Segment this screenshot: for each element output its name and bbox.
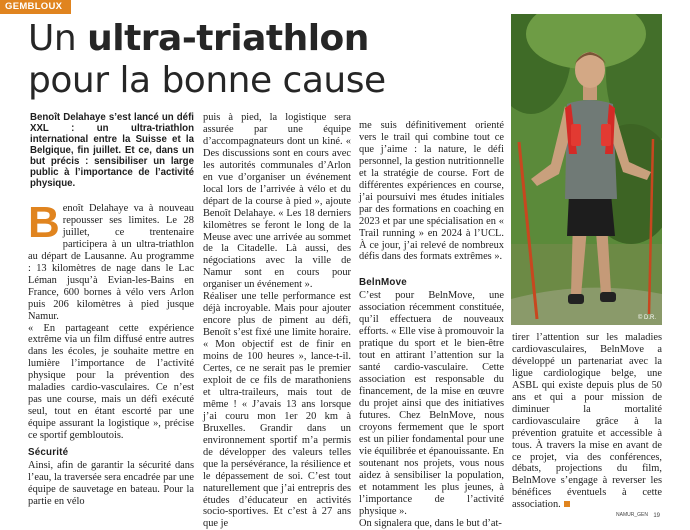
- page-number: 19: [653, 513, 660, 519]
- subheading-belnmove: BelnMove: [359, 277, 407, 289]
- article-column-2: [203, 112, 351, 530]
- paragraph: puis à pied, la logistique sera assurée par une équipe d’accompagnateurs dont un kiné. « Des discussions sont en cours avec les autorités communales d’Arlon en vue d’organiser un événement local lors de l’arrivée à vélo et du départ de la course à pied », ajoute Benoît Delahaye. « Les 18 derniers kilomètres se feront le long de la Meuse avec une arrivée au sommet de la Citadelle. Là aussi, des négociations avec la ville de Namur sont en cours pour organiser un événement ».: [203, 112, 351, 291]
- end-mark-icon: [564, 501, 570, 507]
- headline-prefix: Un: [28, 18, 88, 59]
- photo-credit: © D.R.: [637, 315, 656, 321]
- paragraph: me suis définitivement orienté vers le trail qui combine tout ce que j’aime : la nature, le défi personnel, la gestion nutritionnelle et la stratégie de course. Fort de différentes expériences en course, j’ai poursuivi mes études initiales par des formations en coaching en 2023 et par une spécialisation en « Trail running » en 2024 à l’UCL. À ce jour, j’ai relevé de nombreux défis dans des formats extrêmes ».: [359, 120, 504, 263]
- article-column-4: [512, 332, 662, 511]
- paragraph: C’est pour BelnMove, une association récemment constituée, qu’il effectuera de nouveaux efforts. « Elle vise à promouvoir la pratique du sport et le bien-être tout en attirant l’attention sur la santé cardio-vasculaire. Cette association est responsable du financement, de la mise en œuvre du projet ainsi que des initiatives futures. Chez BelnMove, nous croyons fermement que le sport est un pilier fondamental pour une vie équilibrée et épanouissante. En soutenant nos projets, vous nous aidez à sensibiliser la population, et notamment les plus jeunes, à l’importance de l’activité physique ».: [359, 290, 504, 517]
- article-lead: Benoît Delahaye s’est lancé un défi XXL : un ultra-triathlon international entre la Suisse et la Belgique, fin juillet. Et ce, dans un but précis : sensibiliser un large public à l’importance de l’activité physique.: [30, 112, 194, 189]
- footer-edition: NAMUR_GEN: [616, 512, 648, 518]
- headline-line2: pour la bonne cause: [28, 60, 386, 101]
- paragraph: On signalera que, dans le but d’at-: [359, 517, 502, 529]
- headline: [28, 18, 498, 102]
- article-column-1: [28, 112, 194, 508]
- paragraph-text: tirer l’attention sur les maladies cardiovasculaires, BelnMove a développé un partenariat avec la ligue cardiologique belge, une ASBL qui existe depuis plus de 50 ans et qui a pour mission de diminuer la mortalité cardiovasculaire grâce à la prévention gratuite et accessible à tous. À travers la mise en avant de ce projet, via des conférences, débats, projections du film, BelnMove s’engage à reverser les bénéfices éventuels à cette association.: [512, 332, 662, 511]
- paragraph: Réaliser une telle performance est déjà incroyable. Mais pour ajouter encore plus de piment au défi, Benoît s’est fixé une limite horaire. « Mon objectif est de finir en moins de 100 heures », lance-t-il. Certes, ce ne serait pas le premier exploit de ce fils de marathoniens et ultra-traileurs, mais tout de même ! « J’avais 13 ans lorsque j’ai couru mon 1er 20 km à Bruxelles. Grandir dans un environnement sportif m’a permis de développer des valeurs telles que la persévérance, la résilience et le dépassement de soi. C’est tout naturellement que j’ai entrepris des études d’éducateur en activités socio-sportives. Et c’est à 27 ans que je: [203, 291, 351, 530]
- paragraph: [512, 332, 662, 511]
- article-column-3: [359, 120, 504, 529]
- headline-emphasis: ultra-triathlon: [87, 18, 369, 59]
- paragraph-text: enoît Delahaye va à nouveau repousser ses limites. Le 28 juillet, ce trentenaire participera à un ultra-triathlon au départ de Lausanne. Au programme : 13 kilomètres de nage dans le Lac Léman jusqu’à Evian-les-Bains en France, 600 bornes à vélo vers Arlon puis 206 kilomètres à pied jusque Namur.: [28, 203, 194, 322]
- runner-photo-illustration: [511, 14, 662, 325]
- runner-photo: [511, 14, 662, 325]
- paragraph: Ainsi, afin de garantir la sécurité dans l’eau, la traversée sera encadrée par une équipe de sauvetage en bateau. Pour la partie en vélo: [28, 460, 194, 507]
- drop-cap: B: [28, 198, 60, 247]
- subheading-securite: Sécurité: [28, 447, 69, 459]
- section-tag: GEMBLOUX: [0, 0, 71, 14]
- paragraph: « En partageant cette expérience extrême via un film diffusé entre autres dans les écoles, je souhaite mettre en lumière l’importance de l’activité physique pour la prévention des maladies cardio-vasculaires. Ce n’est pas une course, mais un défi exécuté seul, tout en étant escorté par une équipe assurant la logistique », précise ce sportif gembloutois.: [28, 322, 194, 442]
- paragraph: [28, 198, 194, 323]
